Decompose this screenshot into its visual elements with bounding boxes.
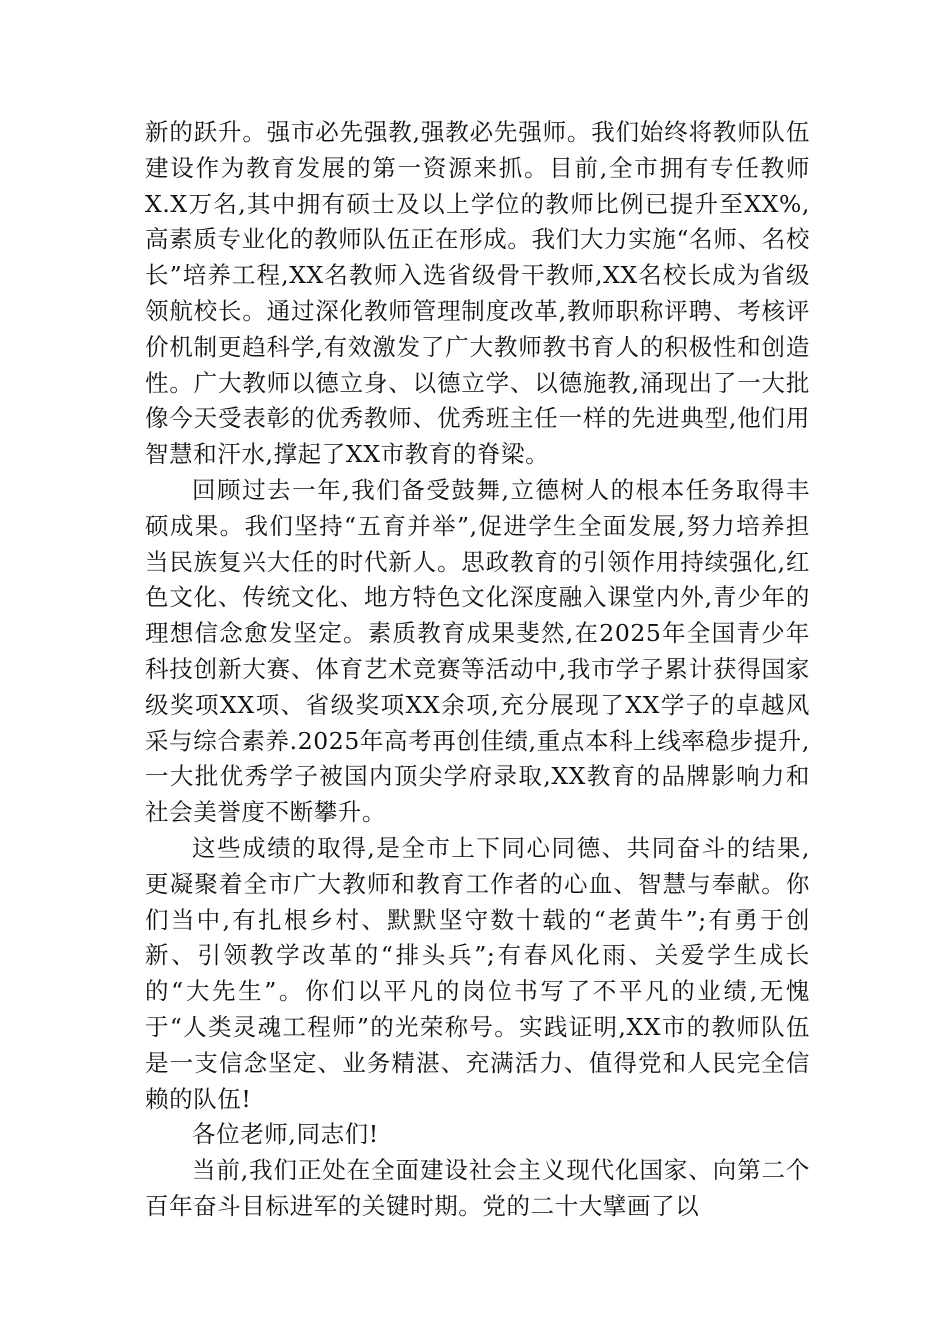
paragraph-salutation: 各位老师,同志们! bbox=[192, 1120, 379, 1149]
document-body bbox=[145, 115, 810, 1225]
paragraph-achievements: 这些成绩的取得,是全市上下同心同德、共同奋斗的结果,更凝聚着全市广大教师和教育工作者的心血、智慧与奉献。你们当中,有扎根乡村、默默坚守数十载的“老黄牛”;有勇于创新、引领教学改革的“排头兵”;有春风化雨、关爱学生成长的“大先生”。你们以平凡的岗位书写了不平凡的业绩,无愧于“人类灵魂工程师”的光荣称号。实践证明,XX市的教师队伍是一支信念坚定、业务精湛、充满活力、值得党和人民完全信赖的队伍! bbox=[145, 833, 810, 1113]
paragraph-past-year-review: 回顾过去一年,我们备受鼓舞,立德树人的根本任务取得丰硕成果。我们坚持“五育并举”,促进学生全面发展,努力培养担当民族复兴大任的时代新人。思政教育的引领作用持续强化,红色文化、传统文化、地方特色文化深度融入课堂内外,青少年的理想信念愈发坚定。素质教育成果斐然,在2025年全国青少年科技创新大赛、体育艺术竞赛等活动中,我市学子累计获得国家级奖项XX项、省级奖项XX余项,充分展现了XX学子的卓越风采与综合素养.2025年高考再创佳绩,重点本科上线率稳步提升,一大批优秀学子被国内顶尖学府录取,XX教育的品牌影响力和社会美誉度不断攀升。 bbox=[145, 475, 810, 827]
paragraph-current-period: 当前,我们正处在全面建设社会主义现代化国家、向第二个百年奋斗目标进军的关键时期。党的二十大擘画了以 bbox=[145, 1156, 810, 1220]
paragraph-teacher-team: 新的跃升。强市必先强教,强教必先强师。我们始终将教师队伍建设作为教育发展的第一资源来抓。目前,全市拥有专任教师X.X万名,其中拥有硕士及以上学位的教师比例已提升至XX%,高素质专业化的教师队伍正在形成。我们大力实施“名师、名校长”培养工程,XX名教师入选省级骨干教师,XX名校长成为省级领航校长。通过深化教师管理制度改革,教师职称评聘、考核评价机制更趋科学,有效激发了广大教师教书育人的积极性和创造性。广大教师以德立身、以德立学、以德施教,涌现出了一大批像今天受表彰的优秀教师、优秀班主任一样的先进典型,他们用智慧和汗水,撑起了XX市教育的脊梁。 bbox=[145, 118, 810, 469]
